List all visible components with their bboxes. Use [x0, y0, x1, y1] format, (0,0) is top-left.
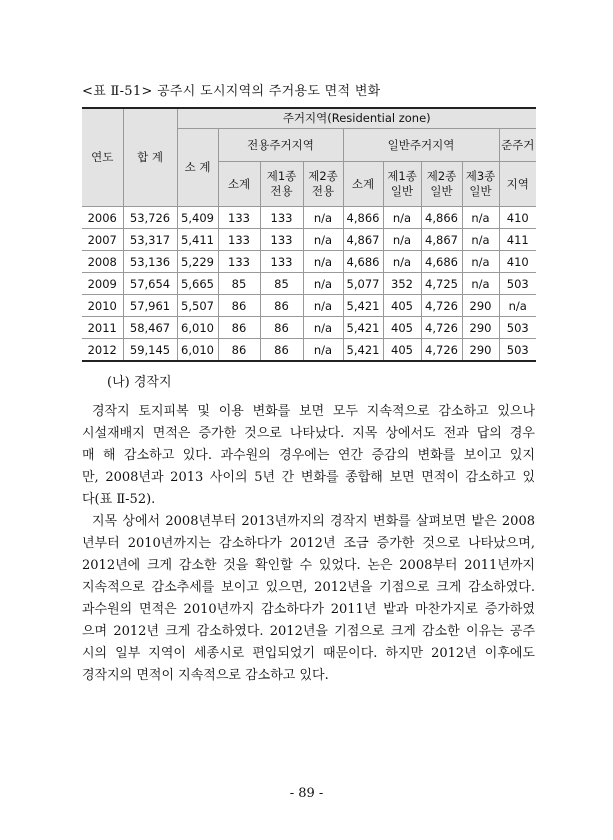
header-gen-3	[462, 162, 499, 207]
paragraph-line: 2012년에 크게 감소한 것을 확인할 수 있었다. 논은 2008부터 2011년까지	[82, 558, 535, 573]
table-cell: 290	[462, 317, 499, 339]
table-cell: 86	[218, 295, 260, 317]
header-ex-2-line2: 전용	[311, 184, 335, 198]
table-caption: <표 Ⅱ-51> 공주시 도시지역의 주거용도 면적 변화	[82, 84, 381, 99]
table-cell: n/a	[499, 295, 536, 317]
table-cell: 5,409	[177, 207, 218, 229]
table-cell: 503	[499, 273, 536, 295]
table-cell: n/a	[303, 339, 343, 362]
paragraph-line: 과수원의 면적은 2010년까지 감소하다가 2011년 밭과 마찬가지로 증가하였	[82, 602, 535, 617]
table-cell: 2010	[82, 295, 123, 317]
paragraph-line: 다(표 Ⅱ-52).	[82, 492, 156, 507]
table-cell: 290	[462, 295, 499, 317]
table-cell: 53,317	[123, 229, 177, 251]
table-cell: 5,421	[343, 317, 383, 339]
header-general: 일반주거지역	[343, 129, 499, 162]
table-cell: 53,136	[123, 251, 177, 273]
table-cell: 133	[218, 229, 260, 251]
table-cell: 86	[260, 295, 303, 317]
table-cell: 4,726	[421, 339, 462, 362]
table-cell: 5,421	[343, 295, 383, 317]
paragraph-line: 으며 2012년 크게 감소하였다. 2012년을 기점으로 크게 감소한 이유는 공주	[82, 624, 535, 639]
header-gen-2-line2: 일반	[430, 184, 453, 198]
header-gen-1-line1: 제1종	[387, 169, 417, 183]
paragraph-line: 지속적으로 감소추세를 보이고 있으면, 2012년을 기점으로 크게 감소하였다.	[82, 580, 535, 595]
table-cell: 6,010	[177, 339, 218, 362]
table-cell: n/a	[462, 207, 499, 229]
table-cell: 4,867	[421, 229, 462, 251]
table-cell: n/a	[462, 229, 499, 251]
table-cell: 86	[260, 339, 303, 362]
table-cell: 2006	[82, 207, 123, 229]
paragraph-1	[82, 401, 535, 511]
table-cell: 410	[499, 251, 536, 273]
table-row	[82, 339, 536, 362]
table-cell: 4,726	[421, 295, 462, 317]
table-cell: 86	[260, 317, 303, 339]
header-exclusive: 전용주거지역	[218, 129, 343, 162]
table-cell: 352	[383, 273, 421, 295]
paragraph-line: 시설재배지 면적은 증가한 것으로 나타났다. 지목 상에서도 전과 답의 경우	[82, 426, 535, 441]
table-cell: 57,654	[123, 273, 177, 295]
table-cell: n/a	[303, 229, 343, 251]
paragraph-line: 매 해 감소하고 있다. 과수원의 경우에는 연간 증감의 변화를 보이고 있지	[82, 448, 535, 463]
table-cell: n/a	[383, 229, 421, 251]
table-cell: 405	[383, 317, 421, 339]
table-cell: 2011	[82, 317, 123, 339]
header-gen-2-line1: 제2종	[426, 169, 457, 183]
table-cell: 133	[260, 229, 303, 251]
table-cell: 5,411	[177, 229, 218, 251]
table-cell: 2009	[82, 273, 123, 295]
residential-area-table	[82, 107, 536, 362]
header-gen-3-line2: 일반	[469, 184, 492, 198]
table-cell: 2012	[82, 339, 123, 362]
table-cell: 59,145	[123, 339, 177, 362]
table-cell: 5,507	[177, 295, 218, 317]
table-cell: 58,467	[123, 317, 177, 339]
table-cell: 57,961	[123, 295, 177, 317]
table-cell: 85	[260, 273, 303, 295]
table-cell: 4,866	[343, 207, 383, 229]
paragraph-2	[82, 511, 535, 687]
table-cell: 2008	[82, 251, 123, 273]
table-cell: 410	[499, 207, 536, 229]
header-ex-subtotal: 소계	[218, 162, 260, 207]
table-cell: 5,421	[343, 339, 383, 362]
section-title: (나) 경작지	[107, 375, 172, 390]
header-residential-zone: 주거지역(Residential zone)	[177, 108, 536, 129]
page-number: - 89 -	[289, 786, 324, 801]
table-cell: 53,726	[123, 207, 177, 229]
table-cell: 85	[218, 273, 260, 295]
table-cell: 411	[499, 229, 536, 251]
table-cell: 4,686	[343, 251, 383, 273]
table-row	[82, 207, 536, 229]
table-row	[82, 229, 536, 251]
table-cell: n/a	[303, 317, 343, 339]
table-cell: 2007	[82, 229, 123, 251]
header-ex-2-line1: 제2종	[308, 169, 338, 183]
table-cell: n/a	[462, 251, 499, 273]
table-cell: 133	[260, 251, 303, 273]
header-ex-1	[260, 162, 303, 207]
paragraph-line: 경작지 토지피복 및 이용 변화를 보면 모두 지속적으로 감소하고 있으나	[92, 404, 535, 419]
table-cell: 6,010	[177, 317, 218, 339]
table-cell: 133	[218, 207, 260, 229]
table-row	[82, 273, 536, 295]
header-subtotal: 소 계	[177, 129, 218, 207]
header-gen-1	[383, 162, 421, 207]
paragraph-line: 시의 일부 지역이 세종시로 편입되었기 때문이다. 하지만 2012년 이후에도	[82, 646, 535, 661]
paragraph-line: 지목 상에서 2008년부터 2013년까지의 경작지 변화를 살펴보면 밭은 2008	[92, 514, 535, 529]
table-cell: 4,726	[421, 317, 462, 339]
paragraph-line: 만, 2008년과 2013 사이의 5년 간 변화를 종합해 보면 면적이 감소하고 있	[82, 470, 535, 485]
table-cell: 5,229	[177, 251, 218, 273]
table-cell: 5,665	[177, 273, 218, 295]
table-cell: 503	[499, 339, 536, 362]
paragraph-line: 년부터 2010년까지는 감소하다가 2012년 조금 증가한 것으로 나타났으며,	[82, 536, 535, 551]
table-cell: 405	[383, 295, 421, 317]
table-cell: 5,077	[343, 273, 383, 295]
table-cell: 290	[462, 339, 499, 362]
header-ex-1-line2: 전용	[270, 184, 293, 198]
table-cell: 4,867	[343, 229, 383, 251]
table-cell: n/a	[383, 207, 421, 229]
table-row	[82, 295, 536, 317]
header-total: 합 계	[123, 108, 177, 207]
table-cell: n/a	[303, 295, 343, 317]
header-gen-1-line2: 일반	[390, 184, 414, 198]
table-cell: 86	[218, 317, 260, 339]
table-cell: n/a	[303, 273, 343, 295]
table-cell: 503	[499, 317, 536, 339]
table-cell: 4,866	[421, 207, 462, 229]
table-cell: 133	[218, 251, 260, 273]
header-gen-subtotal: 소계	[343, 162, 383, 207]
header-gen-3-line1: 제3종	[465, 169, 496, 183]
table-row	[82, 251, 536, 273]
paragraph-line: 경작지의 면적이 지속적으로 감소하고 있다.	[82, 668, 329, 683]
table-cell: 405	[383, 339, 421, 362]
header-semi-bottom: 지역	[499, 162, 536, 207]
header-year: 연도	[82, 108, 123, 207]
table-cell: n/a	[462, 273, 499, 295]
table-cell: n/a	[303, 251, 343, 273]
table-cell: 86	[218, 339, 260, 362]
table-row	[82, 317, 536, 339]
header-ex-1-line1: 제1종	[266, 169, 297, 183]
table-cell: 4,686	[421, 251, 462, 273]
header-ex-2	[303, 162, 343, 207]
table-cell: 4,725	[421, 273, 462, 295]
table-cell: 133	[260, 207, 303, 229]
table-cell: n/a	[303, 207, 343, 229]
header-gen-2	[421, 162, 462, 207]
header-semi-top: 준주거	[499, 129, 536, 162]
table-cell: n/a	[383, 251, 421, 273]
